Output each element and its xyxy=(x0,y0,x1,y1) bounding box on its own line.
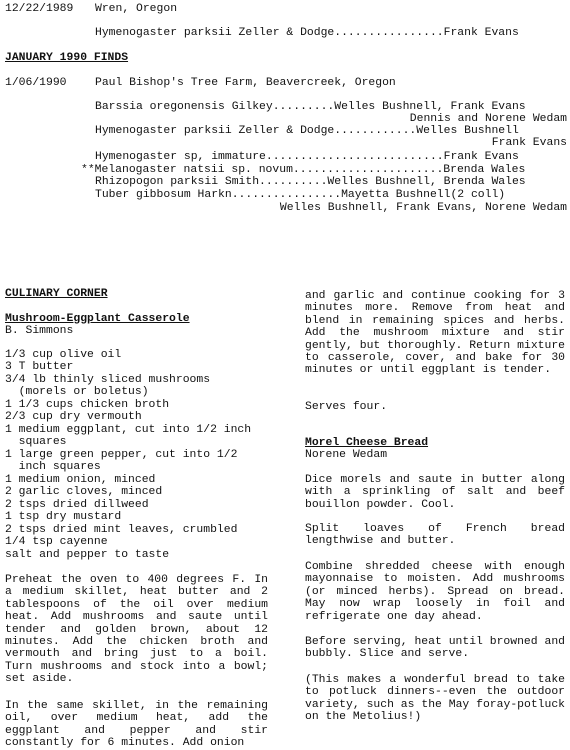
ingredient-line: 1/4 tsp cayenne xyxy=(5,536,108,548)
ingredient-line: 3 T butter xyxy=(5,361,74,373)
recipe2-author: Norene Wedam xyxy=(305,449,388,461)
find-line-continuation: Welles Bushnell, Frank Evans, Norene Wedam xyxy=(279,202,567,214)
find-line: Hymenogaster parksii Zeller & Dodge............Welles Bushnell xyxy=(95,125,519,137)
january-heading: JANUARY 1990 FINDS xyxy=(5,52,129,64)
culinary-corner-heading: CULINARY CORNER xyxy=(5,288,108,300)
find-line: Rhizopogon parksii Smith..........Welles Bushnell, Brenda Wales xyxy=(95,176,526,188)
find-line-continuation: Dennis and Norene Wedam xyxy=(409,113,567,125)
find-line: Hymenogaster sp, immature..........................Frank Evans xyxy=(95,151,519,163)
ingredient-line: squares xyxy=(5,436,67,448)
find-line-continuation: Frank Evans xyxy=(491,137,567,149)
bread-paragraph: Before serving, heat until browned and bubbly. Slice and serve. xyxy=(305,636,565,661)
ingredient-line: (morels or boletus) xyxy=(5,386,149,398)
ingredient-line: 2 tsps dried dillweed xyxy=(5,499,149,511)
bread-paragraph: Combine shredded cheese with enough mayonnaise to moisten. Add mushrooms (or minced herbs). Spread on bread. May now wrap loosely in foil and refrigerate one day ahead. xyxy=(305,561,565,623)
recipe-author: B. Simmons xyxy=(5,325,74,337)
ingredient-line: 2 garlic cloves, minced xyxy=(5,486,163,498)
method-paragraph: Preheat the oven to 400 degrees F. In a medium skillet, heat butter and 2 tablespoons of the oil over medium heat. Add mushrooms and saute until tender and golden brown, about 12 minutes. Add the chicken broth and vermouth and bring just to a boil. Turn mushrooms and stock into a bowl; set aside. xyxy=(5,574,268,686)
serves-note: Serves four. xyxy=(305,401,388,413)
ingredient-line: 1/3 cup olive oil xyxy=(5,349,122,361)
recipe-title: Mushroom-Eggplant Casserole xyxy=(5,313,190,325)
recipe2-title: Morel Cheese Bread xyxy=(305,437,429,449)
method-paragraph-continued: and garlic and continue cooking for 3 minutes more. Remove from heat and blend in remaining spices and herbs. Add the mushroom mixture and stir gently, but thoroughly. Return mixture to casserole, cover, and bake for 30 minutes or until eggplant is tender. xyxy=(305,290,565,377)
ingredient-line: inch squares xyxy=(5,461,101,473)
find-line: Tuber gibbosum Harkn................Mayetta Bushnell(2 coll) xyxy=(95,189,506,201)
ingredient-line: 1 1/3 cups chicken broth xyxy=(5,399,170,411)
bread-paragraph: Dice morels and saute in butter along with a sprinkling of salt and beef bouillon powder. Cool. xyxy=(305,474,565,511)
entry-place: Wren, Oregon xyxy=(95,3,178,15)
ingredient-line: 2 tsps dried mint leaves, crumbled xyxy=(5,524,238,536)
ingredient-line: 3/4 lb thinly sliced mushrooms xyxy=(5,374,211,386)
ingredient-line: 1 tsp dry mustard xyxy=(5,511,122,523)
bread-paragraph: Split loaves of French bread lengthwise and butter. xyxy=(305,523,565,548)
method-paragraph: In the same skillet, in the remaining oil, over medium heat, add the eggplant and pepper and stir constantly for 6 minutes. Add onion xyxy=(5,700,268,750)
ingredient-line: 1 large green pepper, cut into 1/2 xyxy=(5,449,238,461)
entry-date: 12/22/1989 xyxy=(5,3,74,15)
ingredient-line: 1 medium eggplant, cut into 1/2 inch xyxy=(5,424,252,436)
ingredient-line: 1 medium onion, minced xyxy=(5,474,156,486)
january-place: Paul Bishop's Tree Farm, Beavercreek, Oregon xyxy=(95,77,396,89)
ingredient-line: 2/3 cup dry vermouth xyxy=(5,411,142,423)
find-line: **Melanogaster natsii sp. novum......................Brenda Wales xyxy=(81,164,526,176)
ingredient-line: salt and pepper to taste xyxy=(5,549,170,561)
entry-find-line: Hymenogaster parksii Zeller & Dodge................Frank Evans xyxy=(95,27,519,39)
find-line: Barssia oregonensis Gilkey.........Welles Bushnell, Frank Evans xyxy=(95,101,526,113)
bread-paragraph: (This makes a wonderful bread to take to potluck dinners--even the outdoor variety, such as the May foray-potluck on the Metolius!) xyxy=(305,674,565,724)
january-date: 1/06/1990 xyxy=(5,77,67,89)
